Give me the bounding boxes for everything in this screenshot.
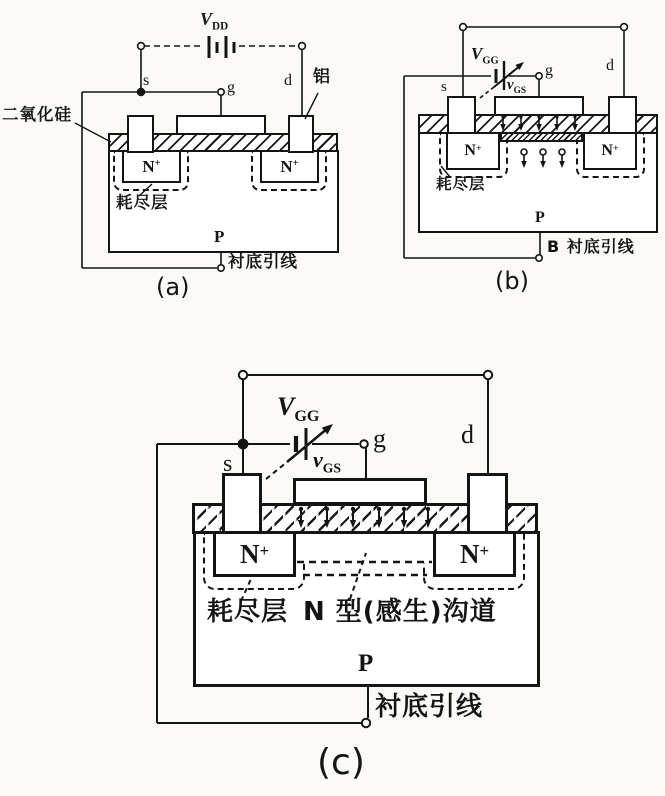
panel-c-battery-symbol [296, 428, 306, 460]
panel-a-caption: (a) [156, 273, 190, 301]
panel-c-terminal-d-label: d [461, 420, 474, 449]
panel-b-top-terminal-left [460, 24, 467, 31]
panel-c-vgg-label: $V_{GG}$ [277, 392, 320, 426]
panel-b-nplus-source [446, 132, 500, 170]
panel-a-aluminum-label: 铝 [313, 67, 331, 87]
panel-c-nplus-drain-label: N + [459, 538, 490, 569]
panel-c-induced-channel [296, 533, 433, 563]
panel-c-source-metal [222, 473, 262, 534]
panel-a-depletion-label: 耗尽层 [116, 193, 169, 212]
panel-b-nplus-drain-label: N + [601, 142, 619, 159]
panel-b-substrate-label: P [535, 209, 545, 226]
panel-a-supply-terminal-left [138, 43, 145, 50]
panel-a-nplus-drain [260, 150, 319, 183]
panel-c-nplus-source [213, 531, 296, 577]
panel-b-nplus-source-label: N + [464, 142, 482, 159]
panel-c-channel-label: N 型(感生)沟道 [303, 597, 497, 627]
panel-b-gate-terminal [536, 73, 542, 79]
panel-b-variable-arrow-tail [480, 87, 494, 98]
panel-c-drain-metal [467, 473, 508, 534]
panel-b-terminal-s-label: s [441, 79, 447, 95]
panel-a-nplus-drain-label: N + [280, 156, 299, 176]
panel-b-depletion-label: 耗尽层 [436, 175, 486, 193]
panel-c-caption: (c) [317, 742, 365, 783]
panel-b-substrate-lead-label: B 衬底引线 [547, 237, 635, 256]
panel-a-substrate-terminal [218, 265, 224, 271]
panel-b-top-terminal-right [621, 24, 628, 31]
panel-c-terminal-s-label: s [223, 451, 233, 477]
panel-c-substrate-lead-label: 衬底引线 [375, 692, 484, 722]
panel-b-substrate-terminal [536, 255, 542, 261]
panel-c-vgs-label: $v_{GS}$ [313, 447, 341, 476]
panel-a-nplus-source [122, 150, 181, 183]
panel-a-gate-electrode [176, 115, 266, 135]
panel-b-gate-electrode [494, 96, 584, 116]
panel-c-gate-terminal [360, 440, 368, 448]
panel-c-substrate-terminal [362, 719, 370, 727]
panel-a-source-metal [127, 115, 154, 153]
panel-a-battery-symbol [209, 36, 234, 58]
panel-b-terminal-g-label: g [545, 62, 553, 79]
panel-b-caption: (b) [495, 267, 529, 295]
panel-c-top-terminal-right [484, 371, 492, 379]
panel-b-vgg-label: $V_{GG}$ [471, 44, 499, 67]
panel-a-supply-terminal-right [299, 43, 306, 50]
panel-a-nplus-source-label: N + [142, 156, 161, 176]
panel-a-drain-metal [288, 115, 314, 153]
panel-a-silicon-dioxide-label: 二氧化硅 [2, 105, 72, 124]
panel-c-source-junction-dot [239, 440, 248, 449]
panel-c-depletion-label: 耗尽层 [207, 597, 289, 627]
panel-c-substrate-label: P [358, 650, 374, 677]
panel-a-substrate-label: P [214, 227, 225, 246]
panel-a-gate-terminal [218, 89, 224, 95]
panel-a-terminal-s-label: s [143, 72, 150, 89]
panel-b-variable-arrowhead [515, 62, 524, 70]
panel-c-nplus-source-label: N + [239, 538, 270, 569]
panel-b-terminal-d-label: d [606, 57, 614, 74]
panel-b-drain-metal [608, 96, 637, 134]
panel-c-nplus-drain [433, 531, 516, 577]
panel-c-top-terminal-left [239, 371, 247, 379]
panel-b-vgs-label: $v_{GS}$ [507, 77, 527, 96]
panel-c-gate-electrode [293, 478, 427, 505]
panel-a-substrate-lead-label: 衬底引线 [228, 252, 298, 271]
panel-a-sio2-leader [75, 123, 111, 142]
panel-a-terminal-d-label: d [284, 72, 292, 89]
panel-b-nplus-drain [583, 132, 637, 170]
panel-c-variable-arrow-tail [266, 462, 287, 479]
panel-a-terminal-g-label: g [227, 79, 235, 96]
panel-b-source-metal [447, 96, 476, 134]
panel-a-vdd-label: $V_{DD}$ [200, 9, 229, 33]
panel-c-variable-arrowhead [322, 424, 333, 434]
panel-c-terminal-g-label: g [373, 424, 386, 453]
